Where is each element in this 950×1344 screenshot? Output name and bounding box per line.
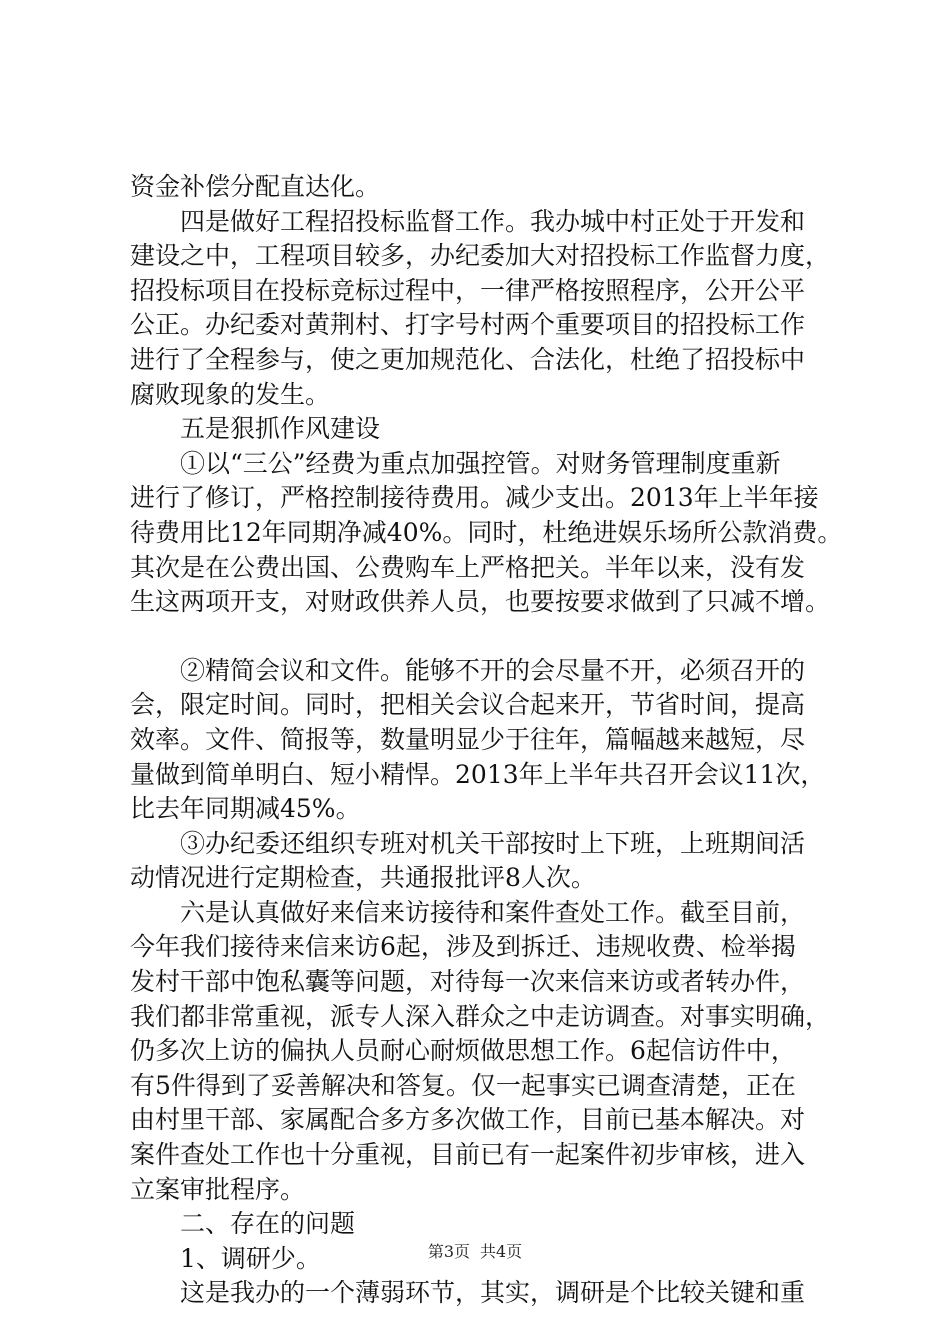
body-line: 进行了修订，严格控制接待费用。减少支出。2013年上半年接 [130, 483, 819, 513]
section-heading: 二、存在的问题 [180, 1209, 356, 1239]
body-line: ③办纪委还组织专班对机关干部按时上下班，上班期间活 [180, 828, 806, 858]
body-line: 量做到简单明白、短小精悍。2013年上半年共召开会议11次， [130, 759, 826, 789]
body-line: 案件查处工作也十分重视，目前已有一起案件初步审核，进入 [130, 1140, 806, 1170]
document-body [130, 170, 842, 1311]
body-line: 动情况进行定期检查，共通报批评8人次。 [130, 863, 596, 893]
body-line: 进行了全程参与，使之更加规范化、合法化，杜绝了招投标中 [130, 344, 806, 374]
body-line: 比去年同期减45%。 [130, 794, 361, 824]
paragraph-gap [130, 620, 842, 654]
body-line: 招投标项目在投标竞标过程中，一律严格按照程序，公开公平 [130, 275, 806, 305]
body-line: 四是做好工程招投标监督工作。我办城中村正处于开发和 [180, 206, 806, 236]
body-line: 生这两项开支，对财政供养人员，也要按要求做到了只减不增。 [130, 587, 831, 617]
page-total: 共4页 [480, 1242, 523, 1261]
body-line: 仍多次上访的偏执人员耐心耐烦做思想工作。6起信访件中， [130, 1036, 796, 1066]
body-line: 公正。办纪委对黄荆村、打字号村两个重要项目的招投标工作 [130, 310, 806, 340]
body-line: 由村里干部、家属配合多方多次做工作，目前已基本解决。对 [130, 1105, 806, 1135]
body-line: 会，限定时间。同时，把相关会议合起来开，节省时间，提高 [130, 690, 806, 720]
body-line: 六是认真做好来信来访接待和案件查处工作。截至目前， [180, 897, 806, 927]
body-line: 效率。文件、简报等，数量明显少于往年，篇幅越来越短，尽 [130, 724, 806, 754]
body-line: 其次是在公费出国、公费购车上严格把关。半年以来，没有发 [130, 552, 806, 582]
subsection-heading: 1、调研少。 [180, 1243, 321, 1273]
page-footer [0, 1242, 950, 1262]
body-line: 今年我们接待来信来访6起，涉及到拆迁、违规收费、检举揭 [130, 932, 796, 962]
body-line: 腐败现象的发生。 [130, 379, 331, 409]
page-number: 第3页 [427, 1242, 470, 1261]
body-line: 我们都非常重视，派专人深入群众之中走访调查。对事实明确， [130, 1001, 831, 1031]
body-line: 这是我办的一个薄弱环节，其实，调研是个比较关键和重 [180, 1278, 806, 1308]
body-line: 有5件得到了妥善解决和答复。仅一起事实已调查清楚，正在 [130, 1070, 796, 1100]
body-line: 建设之中，工程项目较多，办纪委加大对招投标工作监督力度， [130, 241, 831, 271]
body-line: ②精简会议和文件。能够不开的会尽量不开，必须召开的 [180, 655, 806, 685]
body-line: 资金补偿分配直达化。 [130, 172, 381, 201]
body-line: 待费用比12年同期净减40%。同时，杜绝进娱乐场所公款消费。 [130, 517, 842, 547]
body-line: 立案审批程序。 [130, 1174, 306, 1204]
section-heading: 五是狠抓作风建设 [180, 414, 381, 444]
body-line: 发村干部中饱私囊等问题，对待每一次来信来访或者转办件， [130, 967, 806, 997]
body-line: ①以“三公”经费为重点加强控管。对财务管理制度重新 [180, 448, 781, 478]
